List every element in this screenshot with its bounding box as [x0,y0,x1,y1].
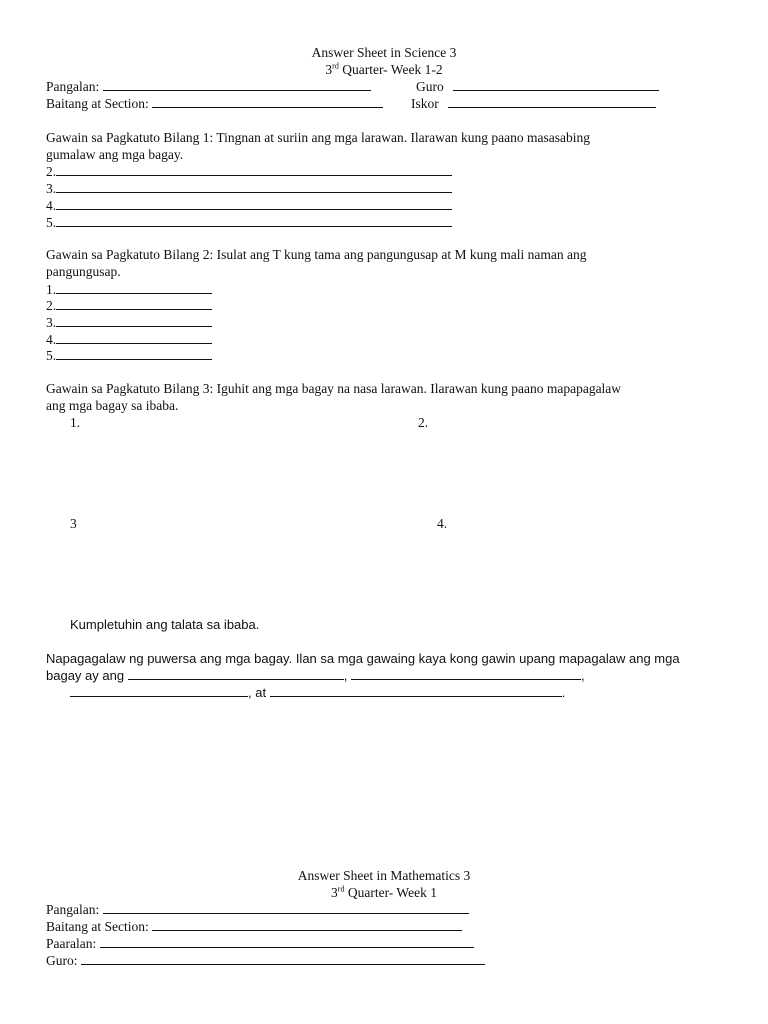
activity3-instruction-line1: Gawain sa Pagkatuto Bilang 3: Iguhit ang mga bagay na nasa larawan. Ilarawan kung paano mapapagalaw [46,381,622,396]
answer-blank[interactable] [56,197,452,210]
math-school-row: Paaralan: [46,935,474,952]
activity2-instruction-line2: pangungusap. [46,264,121,279]
answer-blank[interactable] [56,297,212,310]
name-blank[interactable] [103,901,469,914]
activity2-item: 3. [46,314,212,331]
activity2-instruction-line1: Gawain sa Pagkatuto Bilang 2: Isulat ang T kung tama ang pangungusap at M kung mali naman ang [46,247,587,262]
drawing-area-label: 1. [70,415,81,430]
teacher-label: Guro [416,79,444,94]
activity1-instruction-line2: gumalaw ang mga bagay. [46,147,184,162]
paragraph-line2: bagay ay ang , , [46,668,585,683]
activity1-item: 4. [46,197,452,214]
grade-blank[interactable] [152,95,383,108]
answer-blank[interactable] [56,331,212,344]
activity1-item: 2. [46,163,452,180]
drawing-area-label: 4. [437,516,448,531]
answer-blank[interactable] [56,163,452,176]
answer-blank[interactable] [56,214,452,227]
answer-blank[interactable] [56,180,452,193]
teacher-blank[interactable] [453,78,659,91]
score-blank[interactable] [448,95,656,108]
grade-label: Baitang at Section: [46,96,149,111]
answer-blank[interactable] [351,667,581,680]
name-label: Pangalan: [46,79,100,94]
paragraph-line3: , at . [70,684,565,701]
activity2-item: 4. [46,331,212,348]
science-quarter: 3rd Quarter- Week 1-2 [325,61,443,77]
complete-instruction: Kumpletuhin ang talata sa ibaba. [70,617,260,632]
drawing-area-label: 3 [70,516,77,531]
activity2-item: 1. [46,281,212,298]
math-name-row: Pangalan: [46,901,469,918]
school-blank[interactable] [100,935,474,948]
activity2-item: 2. [46,297,212,314]
answer-blank[interactable] [128,667,344,680]
math-grade-row: Baitang at Section: [46,918,462,935]
grade-blank[interactable] [152,918,462,931]
answer-blank[interactable] [56,281,212,294]
answer-blank[interactable] [56,347,212,360]
activity1-item: 5. [46,214,452,231]
answer-blank[interactable] [56,314,212,327]
science-score-row [411,95,656,112]
score-label: Iskor [411,96,439,111]
drawing-area-label: 2. [418,415,429,430]
math-quarter: 3rd Quarter- Week 1 [331,884,437,900]
paragraph-line1: Napagagalaw ng puwersa ang mga bagay. Ilan sa mga gawaing kaya kong gawin upang mapagalaw ang mga [46,651,680,666]
answer-blank[interactable] [270,684,562,697]
activity2-item: 5. [46,347,212,364]
science-title: Answer Sheet in Science 3 [311,45,457,60]
answer-blank[interactable] [70,684,248,697]
math-teacher-row: Guro: [46,952,485,969]
math-title: Answer Sheet in Mathematics 3 [297,868,471,883]
science-grade-row [46,95,383,112]
activity1-item: 3. [46,180,452,197]
name-blank[interactable] [103,78,371,91]
activity3-instruction-line2: ang mga bagay sa ibaba. [46,398,179,413]
science-teacher-row [416,78,659,95]
teacher-blank[interactable] [81,952,485,965]
science-name-row [46,78,371,95]
activity1-instruction-line1: Gawain sa Pagkatuto Bilang 1: Tingnan at suriin ang mga larawan. Ilarawan kung paano masasabing [46,130,591,145]
